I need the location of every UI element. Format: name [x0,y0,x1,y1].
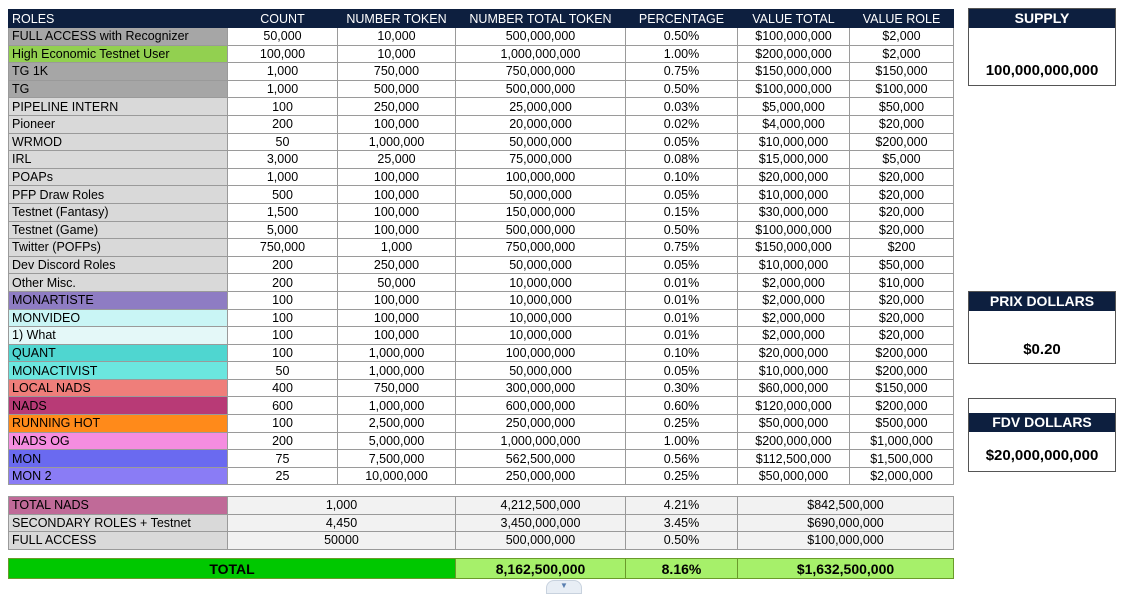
percentage-cell: 0.10% [626,168,738,186]
count-cell: 1,000 [228,63,338,81]
percentage-cell: 0.01% [626,274,738,292]
value-total-cell: $20,000,000 [738,344,850,362]
number-total-token-cell: 10,000,000 [456,291,626,309]
value-role-cell: $200,000 [850,344,954,362]
role-name-cell: TG 1K [9,63,228,81]
count-cell: 200 [228,115,338,133]
value-role-cell: $200 [850,239,954,257]
value-role-cell: $100,000 [850,80,954,98]
number-token-cell: 1,000,000 [338,344,456,362]
role-name-cell: Dev Discord Roles [9,256,228,274]
count-cell: 100 [228,98,338,116]
value-total-cell: $2,000,000 [738,291,850,309]
prix-dollars-box [968,291,1116,364]
value-total-cell: $200,000,000 [738,45,850,63]
value-total-cell: $2,000,000 [738,309,850,327]
count-cell: 50 [228,362,338,380]
value-role-cell: $5,000 [850,151,954,169]
value-role-cell: $200,000 [850,362,954,380]
number-token-cell: 100,000 [338,221,456,239]
count-cell: 50,000 [228,28,338,46]
value-role-cell: $50,000 [850,256,954,274]
role-name-cell: PFP Draw Roles [9,186,228,204]
number-total-token-cell: 1,000,000,000 [456,45,626,63]
percentage-cell: 0.15% [626,203,738,221]
percentage-cell: 0.75% [626,63,738,81]
scroll-down-tab[interactable] [546,580,582,594]
number-total-token-cell: 20,000,000 [456,115,626,133]
role-name-cell: Other Misc. [9,274,228,292]
value-role-cell: $2,000 [850,28,954,46]
table-row [9,221,954,239]
value-role-cell: $20,000 [850,309,954,327]
value-total-cell: $10,000,000 [738,256,850,274]
number-token-cell: 2,500,000 [338,415,456,433]
number-token-cell: 10,000,000 [338,467,456,485]
percentage-cell: 0.75% [626,239,738,257]
count-cell: 100 [228,415,338,433]
number-total-token-cell: 50,000,000 [456,256,626,274]
header-value-total: VALUE TOTAL [738,10,850,28]
table-row [9,379,954,397]
table-row [9,168,954,186]
summary-percentage-cell: 4.21% [626,497,738,515]
summary-value-total-cell: $690,000,000 [738,514,954,532]
table-row [9,151,954,169]
count-cell: 25 [228,467,338,485]
summary-role-cell: TOTAL NADS [9,497,228,515]
number-token-cell: 100,000 [338,203,456,221]
fdv-dollars-label: FDV DOLLARS [969,413,1115,432]
number-token-cell: 10,000 [338,28,456,46]
percentage-cell: 0.30% [626,379,738,397]
value-role-cell: $500,000 [850,415,954,433]
number-token-cell: 100,000 [338,327,456,345]
count-cell: 100 [228,344,338,362]
number-token-cell: 100,000 [338,291,456,309]
percentage-cell: 0.01% [626,309,738,327]
header-roles: ROLES [9,10,228,28]
value-role-cell: $20,000 [850,186,954,204]
summary-row [9,497,954,515]
value-role-cell: $20,000 [850,221,954,239]
number-token-cell: 500,000 [338,80,456,98]
role-name-cell: Testnet (Game) [9,221,228,239]
role-name-cell: IRL [9,151,228,169]
number-token-cell: 250,000 [338,98,456,116]
table-row [9,397,954,415]
percentage-cell: 0.08% [626,151,738,169]
value-total-cell: $150,000,000 [738,239,850,257]
header-count: COUNT [228,10,338,28]
summary-percentage-cell: 0.50% [626,532,738,550]
total-row [9,559,954,579]
summary-total-token-cell: 3,450,000,000 [456,514,626,532]
role-name-cell: LOCAL NADS [9,379,228,397]
number-token-cell: 50,000 [338,274,456,292]
value-role-cell: $20,000 [850,168,954,186]
value-total-cell: $10,000,000 [738,133,850,151]
number-total-token-cell: 75,000,000 [456,151,626,169]
percentage-cell: 0.05% [626,133,738,151]
percentage-cell: 0.25% [626,415,738,433]
role-name-cell: MON 2 [9,467,228,485]
supply-box [968,8,1116,86]
value-total-cell: $150,000,000 [738,63,850,81]
value-total-cell: $50,000,000 [738,467,850,485]
header-value-role: VALUE ROLE [850,10,954,28]
count-cell: 75 [228,450,338,468]
value-total-cell: $20,000,000 [738,168,850,186]
number-total-token-cell: 50,000,000 [456,133,626,151]
number-total-token-cell: 300,000,000 [456,379,626,397]
percentage-cell: 0.02% [626,115,738,133]
role-name-cell: MONARTISTE [9,291,228,309]
prix-dollars-label: PRIX DOLLARS [969,292,1115,311]
number-token-cell: 25,000 [338,151,456,169]
chevron-down-icon: ▼ [560,581,568,590]
percentage-cell: 0.50% [626,28,738,46]
role-name-cell: QUANT [9,344,228,362]
value-total-cell: $5,000,000 [738,98,850,116]
value-total-cell: $100,000,000 [738,28,850,46]
header-percentage: PERCENTAGE [626,10,738,28]
total-tokens: 8,162,500,000 [456,559,626,579]
table-row [9,203,954,221]
value-role-cell: $50,000 [850,98,954,116]
value-role-cell: $2,000,000 [850,467,954,485]
value-role-cell: $150,000 [850,63,954,81]
number-total-token-cell: 500,000,000 [456,28,626,46]
value-total-cell: $10,000,000 [738,362,850,380]
count-cell: 50 [228,133,338,151]
table-row [9,415,954,433]
percentage-cell: 0.60% [626,397,738,415]
value-total-cell: $10,000,000 [738,186,850,204]
count-cell: 200 [228,274,338,292]
table-row [9,274,954,292]
number-total-token-cell: 25,000,000 [456,98,626,116]
prix-dollars-value: $0.20 [1023,341,1061,358]
number-total-token-cell: 100,000,000 [456,168,626,186]
header-number-total-token: NUMBER TOTAL TOKEN [456,10,626,28]
number-total-token-cell: 50,000,000 [456,186,626,204]
table-row [9,80,954,98]
role-name-cell: TG [9,80,228,98]
number-token-cell: 100,000 [338,186,456,204]
table-row [9,45,954,63]
summary-role-cell: SECONDARY ROLES + Testnet [9,514,228,532]
role-name-cell: NADS OG [9,432,228,450]
value-role-cell: $200,000 [850,133,954,151]
role-name-cell: RUNNING HOT [9,415,228,433]
table-row [9,28,954,46]
table-row [9,467,954,485]
table-row [9,133,954,151]
number-total-token-cell: 100,000,000 [456,344,626,362]
count-cell: 100,000 [228,45,338,63]
role-name-cell: NADS [9,397,228,415]
role-name-cell: FULL ACCESS with Recognizer [9,28,228,46]
number-token-cell: 1,000,000 [338,362,456,380]
table-row [9,362,954,380]
value-role-cell: $2,000 [850,45,954,63]
table-row [9,344,954,362]
value-role-cell: $200,000 [850,397,954,415]
number-total-token-cell: 500,000,000 [456,80,626,98]
value-role-cell: $10,000 [850,274,954,292]
value-role-cell: $150,000 [850,379,954,397]
header-number-token: NUMBER TOKEN [338,10,456,28]
number-token-cell: 100,000 [338,168,456,186]
total-table [8,558,954,579]
table-row [9,115,954,133]
count-cell: 100 [228,327,338,345]
number-token-cell: 1,000 [338,239,456,257]
count-cell: 3,000 [228,151,338,169]
percentage-cell: 0.50% [626,221,738,239]
number-total-token-cell: 10,000,000 [456,274,626,292]
role-name-cell: MONVIDEO [9,309,228,327]
supply-label: SUPPLY [969,9,1115,28]
summary-total-token-cell: 500,000,000 [456,532,626,550]
value-role-cell: $20,000 [850,115,954,133]
count-cell: 100 [228,291,338,309]
table-row [9,239,954,257]
value-total-cell: $100,000,000 [738,221,850,239]
percentage-cell: 0.05% [626,362,738,380]
table-row [9,98,954,116]
table-row [9,309,954,327]
number-token-cell: 750,000 [338,379,456,397]
role-name-cell: PIPELINE INTERN [9,98,228,116]
number-token-cell: 750,000 [338,63,456,81]
fdv-dollars-value: $20,000,000,000 [985,447,1099,464]
number-total-token-cell: 562,500,000 [456,450,626,468]
role-name-cell: WRMOD [9,133,228,151]
number-total-token-cell: 750,000,000 [456,239,626,257]
value-total-cell: $30,000,000 [738,203,850,221]
count-cell: 200 [228,432,338,450]
summary-count-cell: 1,000 [228,497,456,515]
summary-count-cell: 50000 [228,532,456,550]
number-token-cell: 1,000,000 [338,133,456,151]
number-total-token-cell: 10,000,000 [456,327,626,345]
count-cell: 500 [228,186,338,204]
total-value: $1,632,500,000 [738,559,954,579]
number-total-token-cell: 500,000,000 [456,221,626,239]
percentage-cell: 0.03% [626,98,738,116]
summary-total-token-cell: 4,212,500,000 [456,497,626,515]
value-role-cell: $1,500,000 [850,450,954,468]
table-row [9,291,954,309]
count-cell: 600 [228,397,338,415]
number-total-token-cell: 750,000,000 [456,63,626,81]
percentage-cell: 0.01% [626,291,738,309]
number-total-token-cell: 600,000,000 [456,397,626,415]
value-total-cell: $2,000,000 [738,327,850,345]
value-total-cell: $60,000,000 [738,379,850,397]
percentage-cell: 0.25% [626,467,738,485]
number-total-token-cell: 250,000,000 [456,415,626,433]
value-total-cell: $120,000,000 [738,397,850,415]
value-total-cell: $2,000,000 [738,274,850,292]
summary-percentage-cell: 3.45% [626,514,738,532]
table-row [9,256,954,274]
role-name-cell: Pioneer [9,115,228,133]
value-role-cell: $1,000,000 [850,432,954,450]
roles-table [8,9,954,485]
value-total-cell: $15,000,000 [738,151,850,169]
percentage-cell: 1.00% [626,45,738,63]
number-token-cell: 10,000 [338,45,456,63]
number-total-token-cell: 10,000,000 [456,309,626,327]
number-token-cell: 7,500,000 [338,450,456,468]
supply-value: 100,000,000,000 [985,62,1099,79]
count-cell: 1,000 [228,168,338,186]
role-name-cell: POAPs [9,168,228,186]
percentage-cell: 0.01% [626,327,738,345]
summary-value-total-cell: $100,000,000 [738,532,954,550]
value-role-cell: $20,000 [850,203,954,221]
number-total-token-cell: 1,000,000,000 [456,432,626,450]
value-total-cell: $200,000,000 [738,432,850,450]
value-total-cell: $100,000,000 [738,80,850,98]
table-row [9,327,954,345]
table-row [9,432,954,450]
count-cell: 1,000 [228,80,338,98]
percentage-cell: 0.10% [626,344,738,362]
number-token-cell: 100,000 [338,309,456,327]
table-header-row [9,10,954,28]
count-cell: 750,000 [228,239,338,257]
count-cell: 5,000 [228,221,338,239]
table-row [9,186,954,204]
count-cell: 200 [228,256,338,274]
percentage-cell: 0.50% [626,80,738,98]
table-row [9,450,954,468]
role-name-cell: 1) What [9,327,228,345]
count-cell: 100 [228,309,338,327]
percentage-cell: 0.05% [626,186,738,204]
number-token-cell: 250,000 [338,256,456,274]
role-name-cell: High Economic Testnet User [9,45,228,63]
summary-count-cell: 4,450 [228,514,456,532]
role-name-cell: MON [9,450,228,468]
fdv-dollars-box [968,398,1116,472]
value-total-cell: $112,500,000 [738,450,850,468]
role-name-cell: Testnet (Fantasy) [9,203,228,221]
table-row [9,63,954,81]
value-total-cell: $4,000,000 [738,115,850,133]
count-cell: 1,500 [228,203,338,221]
number-total-token-cell: 50,000,000 [456,362,626,380]
number-total-token-cell: 250,000,000 [456,467,626,485]
summary-role-cell: FULL ACCESS [9,532,228,550]
summary-row [9,514,954,532]
count-cell: 400 [228,379,338,397]
summary-row [9,532,954,550]
number-total-token-cell: 150,000,000 [456,203,626,221]
number-token-cell: 5,000,000 [338,432,456,450]
role-name-cell: MONACTIVIST [9,362,228,380]
role-name-cell: Twitter (POFPs) [9,239,228,257]
percentage-cell: 0.05% [626,256,738,274]
value-role-cell: $20,000 [850,291,954,309]
total-label: TOTAL [9,559,456,579]
total-percentage: 8.16% [626,559,738,579]
summary-value-total-cell: $842,500,000 [738,497,954,515]
value-total-cell: $50,000,000 [738,415,850,433]
number-token-cell: 100,000 [338,115,456,133]
percentage-cell: 1.00% [626,432,738,450]
percentage-cell: 0.56% [626,450,738,468]
value-role-cell: $20,000 [850,327,954,345]
summary-table [8,496,954,550]
number-token-cell: 1,000,000 [338,397,456,415]
